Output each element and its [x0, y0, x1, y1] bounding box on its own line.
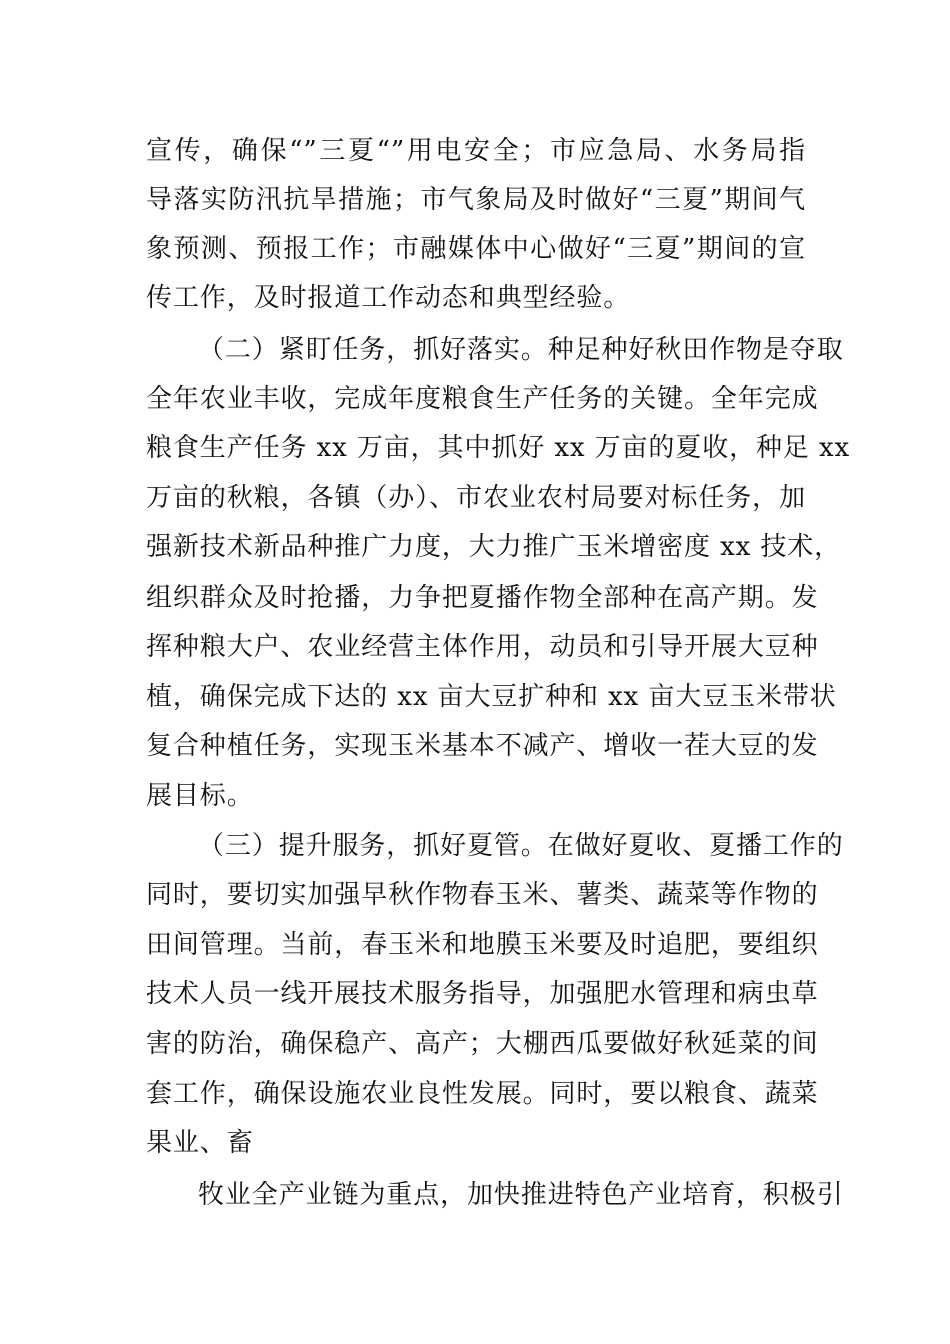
text-line: 复合种植任务，实现玉米基本不减产、增收一茬大豆的发	[146, 731, 819, 761]
text-line: 全年农业丰收，完成年度粮食生产任务的关键。全年完成	[146, 384, 819, 414]
text-line: 展目标。	[146, 781, 254, 811]
text-line: （三）提升服务，抓好夏管。在做好夏收、夏播工作的	[198, 831, 844, 861]
text-line: （二）紧盯任务，抓好落实。种足种好秋田作物是夺取	[198, 335, 844, 365]
text-line: 宣传，确保“”三夏“”用电安全；市应急局、水务局指	[146, 136, 806, 166]
text-line: 强新技术新品种推广力度，大力推广玉米增密度 xx 技术，	[146, 532, 842, 562]
text-line: 导落实防汛抗旱措施；市气象局及时做好“三夏”期间气	[146, 185, 806, 215]
text-line: 组织群众及时抢播，力争把夏播作物全部种在高产期。发	[146, 583, 819, 613]
text-line: 粮食生产任务 xx 万亩，其中抓好 xx 万亩的夏收，种足 xx	[146, 433, 851, 463]
text-line: 牧业全产业链为重点，加快推进特色产业培育，积极引	[198, 1180, 844, 1210]
text-line: 植，确保完成下达的 xx 亩大豆扩种和 xx 亩大豆玉米带状	[146, 682, 837, 712]
text-line: 田间管理。当前，春玉米和地膜玉米要及时追肥，要组织	[146, 930, 819, 960]
text-line: 万亩的秋粮，各镇（办）、市农业农村局要对标任务，加	[146, 483, 806, 513]
text-line: 害的防治，确保稳产、高产；大棚西瓜要做好秋延菜的间	[146, 1029, 819, 1059]
text-line: 象预测、预报工作；市融媒体中心做好“三夏”期间的宣	[146, 234, 806, 264]
text-line: 传工作，及时报道工作动态和典型经验。	[146, 283, 631, 313]
text-line: 果业、畜	[146, 1128, 254, 1158]
text-line: 套工作，确保设施农业良性发展。同时，要以粮食、蔬菜	[146, 1079, 819, 1109]
text-line: 挥种粮大户、农业经营主体作用，动员和引导开展大豆种	[146, 632, 819, 662]
text-line: 同时，要切实加强早秋作物春玉米、薯类、蔬菜等作物的	[146, 880, 819, 910]
text-line: 技术人员一线开展技术服务指导，加强肥水管理和病虫草	[146, 979, 819, 1009]
